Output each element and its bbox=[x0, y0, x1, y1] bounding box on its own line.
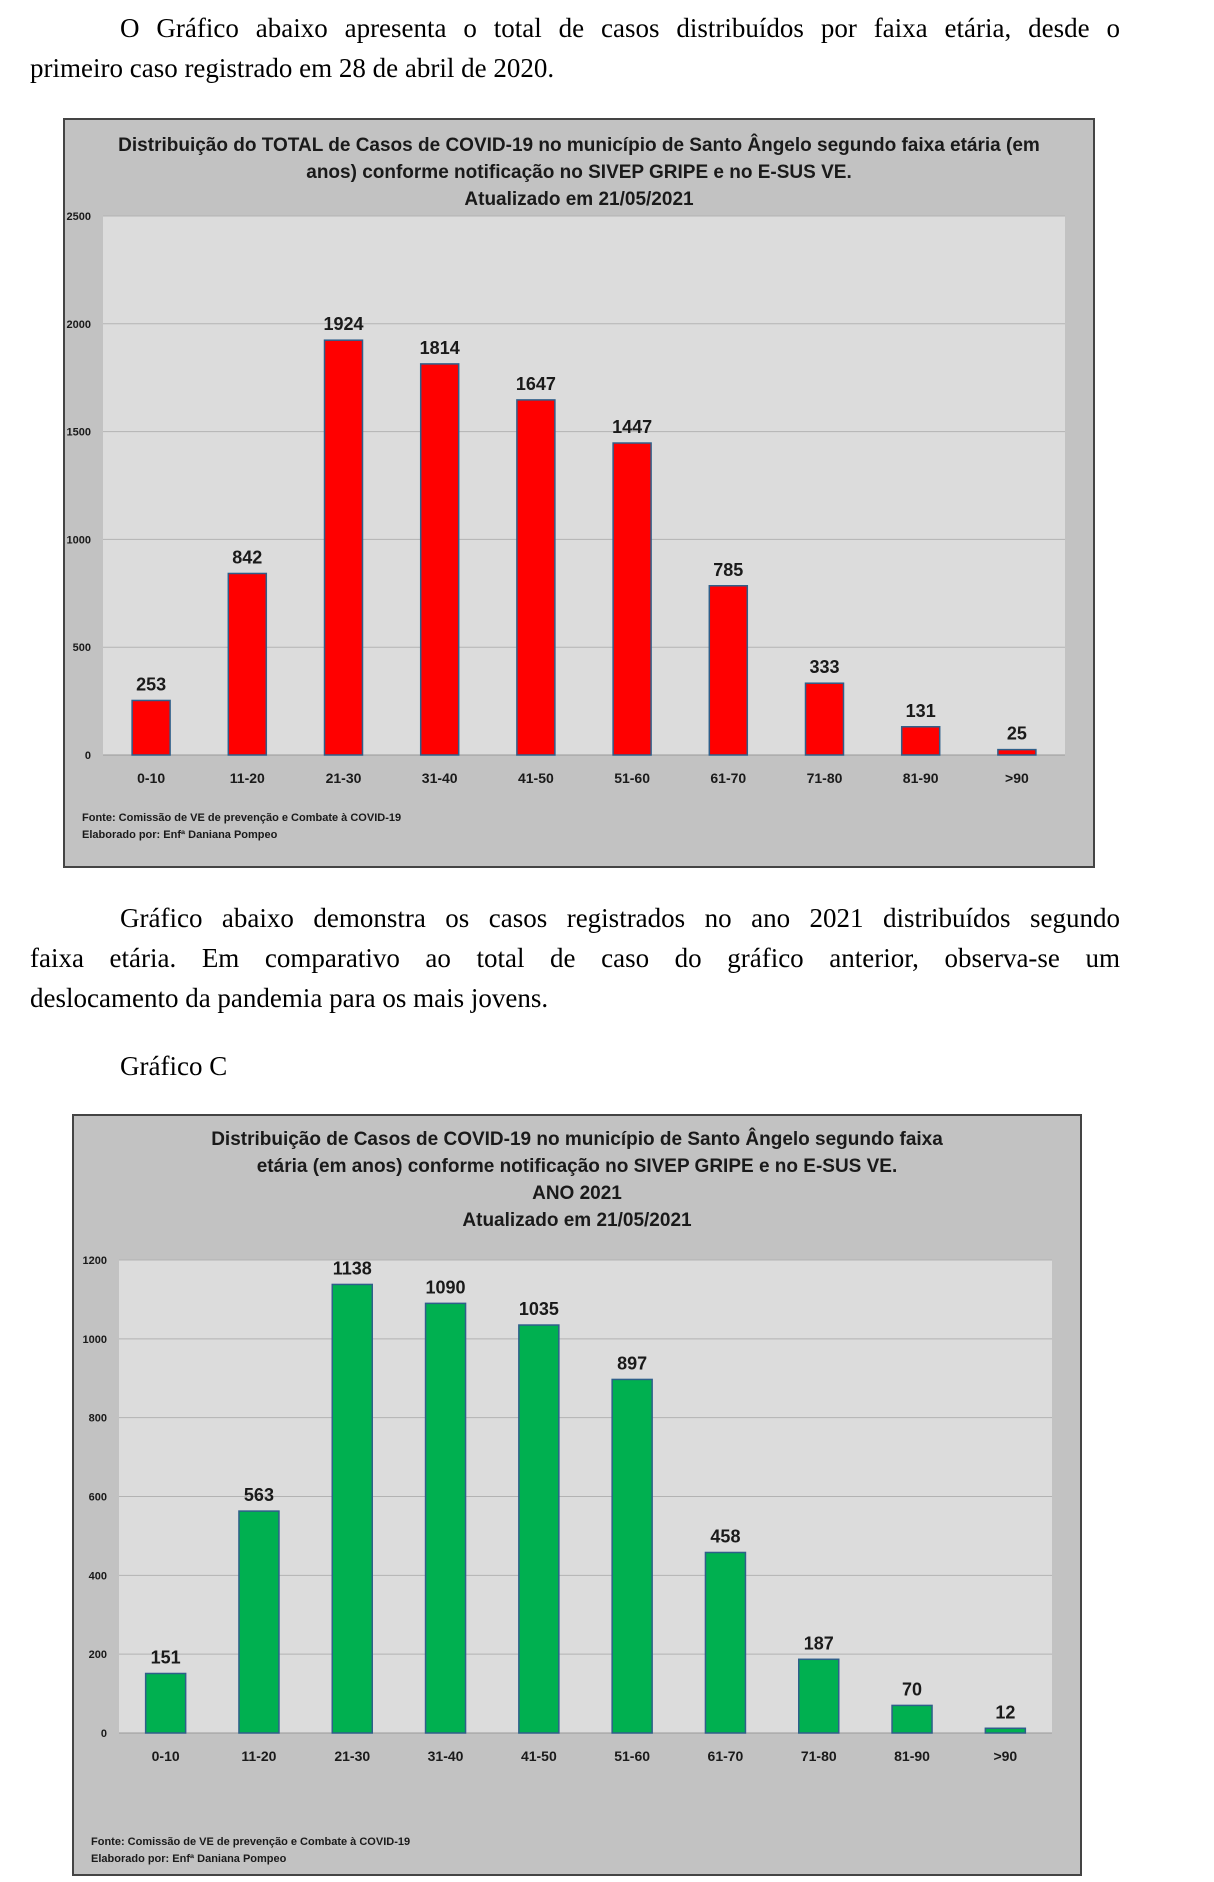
bar-21-30 bbox=[332, 1284, 372, 1733]
x-tick-label: 81-90 bbox=[894, 1748, 930, 1764]
data-label: 1138 bbox=[332, 1258, 372, 1279]
bar-51-60 bbox=[613, 443, 651, 755]
x-tick-label: 21-30 bbox=[325, 770, 362, 786]
chart-total-footer bbox=[82, 810, 401, 844]
y-tick-label: 2000 bbox=[66, 318, 91, 331]
intro-line-1: O Gráfico abaixo apresenta o total de casos distribuídos por faixa etária, desde o bbox=[120, 13, 1120, 43]
data-label: 1647 bbox=[515, 373, 556, 394]
bar->90 bbox=[985, 1728, 1025, 1733]
y-tick-label: 2500 bbox=[66, 211, 91, 223]
y-tick-label: 1200 bbox=[82, 1255, 107, 1267]
x-tick-label: >90 bbox=[1005, 770, 1029, 786]
bar-61-70 bbox=[705, 1552, 745, 1733]
y-tick-label: 400 bbox=[88, 1570, 107, 1583]
comparison-line-3: deslocamento da pandemia para os mais jovens. bbox=[30, 983, 549, 1013]
x-tick-label: 61-70 bbox=[710, 770, 747, 786]
bar-61-70 bbox=[709, 586, 747, 755]
bar-71-80 bbox=[806, 683, 844, 755]
x-tick-label: 0-10 bbox=[137, 770, 166, 786]
data-label: 842 bbox=[232, 547, 263, 568]
data-label: 1814 bbox=[419, 337, 460, 358]
chart-c-heading: Gráfico C bbox=[120, 1051, 228, 1081]
x-tick-label: 51-60 bbox=[614, 1748, 651, 1764]
data-label: 25 bbox=[1006, 723, 1027, 744]
bar-81-90 bbox=[892, 1705, 932, 1733]
chart-2021-title-line-4: Atualizado em 21/05/2021 bbox=[462, 1210, 692, 1231]
data-label: 1447 bbox=[612, 417, 653, 438]
bar-21-30 bbox=[325, 340, 363, 755]
x-tick-label: 71-80 bbox=[806, 770, 843, 786]
data-label: 151 bbox=[150, 1647, 181, 1668]
bar-71-80 bbox=[799, 1659, 839, 1733]
chart-total-cases bbox=[63, 118, 1095, 868]
chart-2021-author: Elaborado por: Enfª Daniana Pompeo bbox=[91, 1853, 287, 1865]
x-tick-label: 31-40 bbox=[421, 770, 458, 786]
data-label: 563 bbox=[243, 1485, 274, 1506]
x-tick-label: >90 bbox=[993, 1748, 1018, 1764]
chart-total-title-line-2: anos) conforme notificação no SIVEP GRIPE e no E-SUS VE. bbox=[306, 162, 852, 183]
y-tick-label: 0 bbox=[100, 1728, 107, 1740]
x-tick-label: 31-40 bbox=[427, 1748, 464, 1764]
data-label: 70 bbox=[902, 1679, 923, 1700]
intro-paragraph bbox=[30, 8, 1120, 88]
bar-11-20 bbox=[239, 1511, 279, 1733]
bar-0-10 bbox=[132, 700, 170, 755]
chart-total-title-line-3: Atualizado em 21/05/2021 bbox=[464, 189, 694, 210]
data-label: 12 bbox=[995, 1702, 1016, 1723]
chart-2021-plot bbox=[74, 1116, 1080, 1874]
data-label: 333 bbox=[809, 657, 840, 678]
x-tick-label: 0-10 bbox=[151, 1748, 180, 1764]
bar-41-50 bbox=[519, 1325, 559, 1733]
y-tick-label: 200 bbox=[88, 1649, 107, 1662]
data-label: 897 bbox=[617, 1353, 648, 1374]
y-tick-label: 1000 bbox=[82, 1333, 107, 1346]
y-tick-label: 500 bbox=[72, 642, 91, 655]
chart-total-title-line-1: Distribuição do TOTAL de Casos de COVID-19 no município de Santo Ângelo segundo faixa etária (em bbox=[118, 135, 1040, 156]
bar->90 bbox=[998, 750, 1036, 755]
bar-41-50 bbox=[517, 400, 555, 755]
bar-31-40 bbox=[421, 364, 459, 755]
y-tick-label: 600 bbox=[88, 1491, 107, 1504]
chart-2021-title-line-2: etária (em anos) conforme notificação no SIVEP GRIPE e no E-SUS VE. bbox=[256, 1156, 898, 1177]
data-label: 785 bbox=[713, 559, 744, 580]
x-tick-label: 21-30 bbox=[334, 1748, 371, 1764]
data-label: 458 bbox=[710, 1526, 741, 1547]
data-label: 187 bbox=[803, 1633, 834, 1654]
chart-2021-footer bbox=[91, 1834, 410, 1868]
chart-2021-title-line-1: Distribuição de Casos de COVID-19 no município de Santo Ângelo segundo faixa bbox=[211, 1129, 943, 1150]
x-tick-label: 41-50 bbox=[517, 770, 554, 786]
chart-2021-cases bbox=[72, 1114, 1082, 1876]
x-tick-label: 61-70 bbox=[707, 1748, 744, 1764]
comparison-line-1: Gráfico abaixo demonstra os casos registrados no ano 2021 distribuídos segundo bbox=[120, 903, 1120, 933]
data-label: 1924 bbox=[323, 314, 364, 335]
y-tick-label: 800 bbox=[88, 1412, 107, 1425]
data-label: 1035 bbox=[518, 1299, 559, 1320]
data-label: 131 bbox=[905, 700, 936, 721]
bar-51-60 bbox=[612, 1379, 652, 1733]
data-label: 1090 bbox=[425, 1277, 466, 1298]
chart-2021-title-line-3: ANO 2021 bbox=[532, 1183, 622, 1204]
x-tick-label: 51-60 bbox=[614, 770, 651, 786]
data-label: 253 bbox=[136, 674, 167, 695]
chart-total-author: Elaborado por: Enfª Daniana Pompeo bbox=[82, 829, 278, 841]
bar-31-40 bbox=[426, 1303, 466, 1733]
comparison-line-2: faixa etária. Em comparativo ao total de caso do gráfico anterior, observa-se um bbox=[30, 943, 1120, 973]
chart-total-source: Fonte: Comissão de VE de prevenção e Combate à COVID-19 bbox=[82, 812, 402, 824]
x-tick-label: 71-80 bbox=[800, 1748, 837, 1764]
bar-11-20 bbox=[228, 573, 266, 755]
x-tick-label: 81-90 bbox=[902, 770, 939, 786]
x-tick-label: 11-20 bbox=[229, 770, 265, 786]
x-tick-label: 11-20 bbox=[241, 1748, 277, 1764]
y-tick-label: 0 bbox=[84, 750, 91, 762]
chart-total-plot bbox=[65, 120, 1093, 866]
y-tick-label: 1500 bbox=[66, 426, 91, 439]
bar-81-90 bbox=[902, 727, 940, 755]
intro-line-2: primeiro caso registrado em 28 de abril de 2020. bbox=[30, 53, 555, 83]
chart-2021-source: Fonte: Comissão de VE de prevenção e Combate à COVID-19 bbox=[91, 1836, 411, 1848]
x-tick-label: 41-50 bbox=[520, 1748, 557, 1764]
bar-0-10 bbox=[146, 1673, 186, 1733]
comparison-paragraph bbox=[30, 898, 1120, 1018]
y-tick-label: 1000 bbox=[66, 534, 91, 547]
